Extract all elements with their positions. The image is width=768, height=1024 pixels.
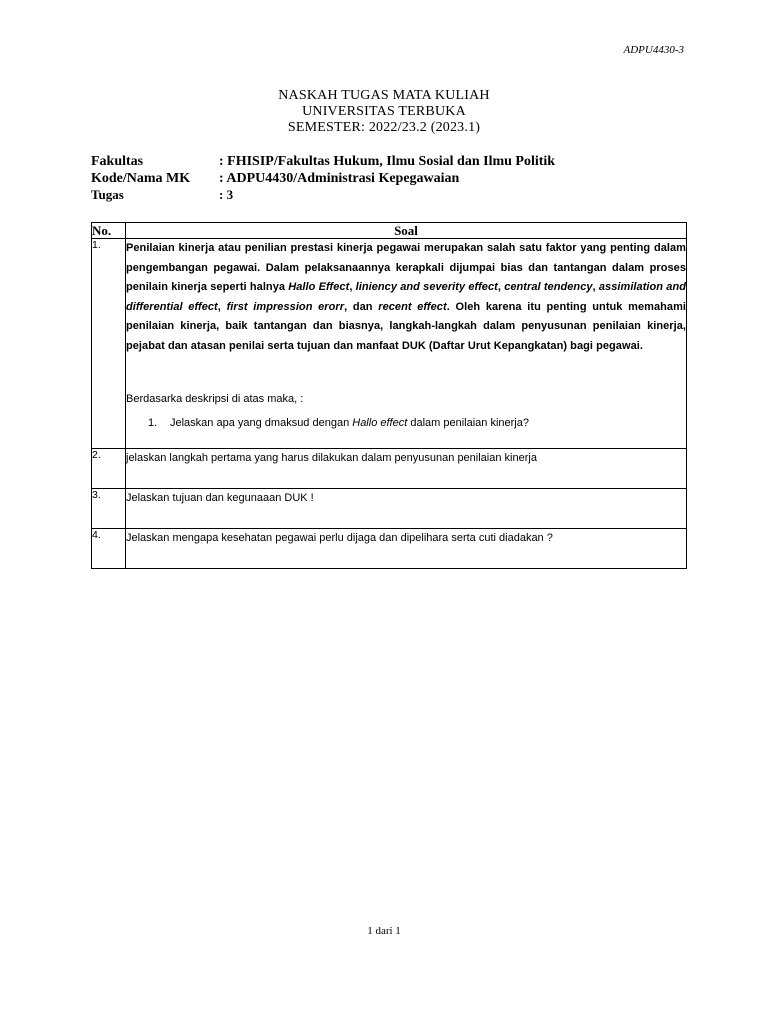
q1-sep: , [217,300,227,313]
q1-term: liniency and severity effect [355,281,498,293]
page-number: 1 dari 1 [367,925,401,937]
sub-question-number: 1. [148,417,158,429]
question-text: Jelaskan mengapa kesehatan pegawai perlu dijaga dan dipelihara serta cuti diadakan ? [126,529,687,569]
question-number: 1. [92,239,126,449]
sub-question-1 [148,416,686,430]
sub-question-text: Jelaskan apa yang dmaksud dengan [170,417,353,429]
question-1-description [126,239,686,356]
kode-label: Kode/Nama MK [91,170,191,186]
table-row [92,489,687,529]
table-row [92,449,687,489]
title-block [0,88,768,136]
q1-text-part: Penilaian kinerja atau penilian prestasi kinerja pegawai merupakan salah satu faktor yang penting dalam pengembangan pegawai. Dalam pelaksanaannya kerapkali dijumpai bias dan tantangan dalam proses penilain kinerja seperti halnya [126,242,686,293]
sub-question-term: Hallo effect [352,417,408,429]
course-meta [91,154,555,204]
fakultas-label: Fakultas [91,154,144,169]
question-text [126,239,687,449]
q1-term: assimilation and differential effect [126,281,686,313]
q1-sep: , [349,281,356,293]
q1-term: Hallo Effect [288,281,350,293]
table-row [92,529,687,569]
question-number: 4. [92,529,126,569]
table-header-row [92,223,687,239]
meta-tugas [91,187,555,204]
q1-term: recent effect [378,300,447,313]
q1-sep: , [592,281,599,293]
fakultas-value: : FHISIP/Fakultas Hukum, Ilmu Sosial dan Ilmu Politik [219,154,556,169]
meta-fakultas [91,154,555,171]
table-row [92,239,687,449]
title-line-3: SEMESTER: 2022/23.2 (2023.1) [287,120,481,135]
q1-term: central tendency [504,281,593,293]
column-header-soal: Soal [126,223,687,239]
title-line-2: UNIVERSITAS TERBUKA [302,104,466,119]
question-text: Jelaskan tujuan dan kegunaaan DUK ! [126,489,687,529]
sub-question-text: dalam penilaian kinerja? [407,417,529,429]
question-number: 3. [92,489,126,529]
tugas-value: : 3 [219,187,234,202]
column-header-no: No. [92,223,126,239]
question-1-instruction: Berdasarka deskripsi di atas maka, : [126,393,304,405]
q1-sep: , [497,281,505,293]
question-number: 2. [92,449,126,489]
q1-text-part: . Oleh karena itu penting untuk memahami penilaian kinerja, baik tantangan dan biasnya, langkah-langkah dalam penyusunan penilaian kinerja, pejabat dan atasan penilai serta tujuan dan manfaat DUK (Daftar Urut Kepangkatan) bagi pegawai. [126,300,687,352]
q1-term: first impression erorr [226,300,345,313]
question-table [91,222,687,569]
kode-value: : ADPU4430/Administrasi Kepegawaian [219,170,460,186]
meta-kode [91,171,555,188]
tugas-label: Tugas [91,187,124,202]
title-line-1: NASKAH TUGAS MATA KULIAH [278,88,490,103]
question-text: jelaskan langkah pertama yang harus dilakukan dalam penyusunan penilaian kinerja [126,449,687,489]
q1-sep: , dan [344,300,379,313]
document-code: ADPU4430-3 [623,44,684,56]
